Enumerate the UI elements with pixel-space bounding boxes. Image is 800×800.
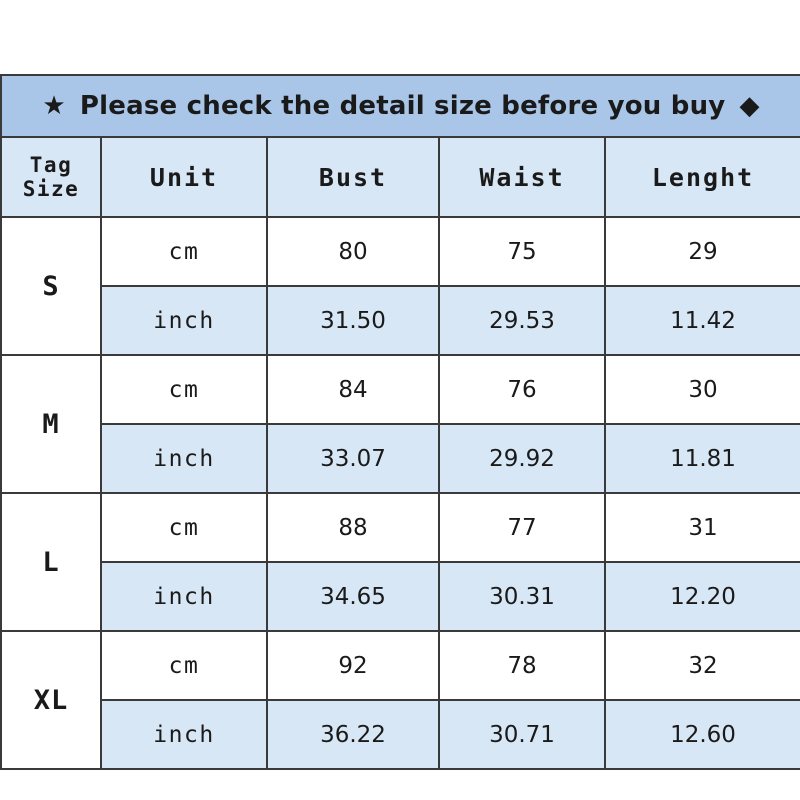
waist-inch-l: 30.31 [439,562,605,631]
header-tag-size [1,137,101,217]
unit-inch: inch [101,424,267,493]
diamond-icon: ◆ [739,91,760,121]
unit-cm: cm [101,493,267,562]
length-inch-m: 11.81 [605,424,800,493]
waist-inch-xl: 30.71 [439,700,605,769]
table-row [1,355,800,424]
waist-cm-m: 76 [439,355,605,424]
waist-inch-s: 29.53 [439,286,605,355]
table-row [1,424,800,493]
header-waist: Waist [439,137,605,217]
header-bust: Bust [267,137,439,217]
length-cm-s: 29 [605,217,800,286]
unit-inch: inch [101,700,267,769]
unit-cm: cm [101,631,267,700]
bust-inch-xl: 36.22 [267,700,439,769]
banner-row [1,75,800,137]
table-row [1,562,800,631]
bust-inch-l: 34.65 [267,562,439,631]
bust-inch-m: 33.07 [267,424,439,493]
size-label-l: L [1,493,101,631]
size-label-m: M [1,355,101,493]
table-row [1,286,800,355]
size-label-s: S [1,217,101,355]
waist-inch-m: 29.92 [439,424,605,493]
unit-inch: inch [101,286,267,355]
table-row [1,631,800,700]
star-icon: ★ [42,91,66,121]
table-header-row [1,137,800,217]
header-unit: Unit [101,137,267,217]
length-cm-l: 31 [605,493,800,562]
bust-cm-s: 80 [267,217,439,286]
length-cm-xl: 32 [605,631,800,700]
size-chart [0,74,800,770]
header-length: Lenght [605,137,800,217]
length-cm-m: 30 [605,355,800,424]
waist-cm-s: 75 [439,217,605,286]
length-inch-l: 12.20 [605,562,800,631]
table-row [1,217,800,286]
bust-cm-m: 84 [267,355,439,424]
banner-cell [1,75,800,137]
bust-cm-xl: 92 [267,631,439,700]
unit-cm: cm [101,217,267,286]
unit-inch: inch [101,562,267,631]
size-label-xl: XL [1,631,101,769]
banner-text: Please check the detail size before you buy [79,91,726,121]
length-inch-s: 11.42 [605,286,800,355]
header-tag-size-line1: Tag [29,152,73,177]
waist-cm-l: 77 [439,493,605,562]
table-row [1,700,800,769]
table-row [1,493,800,562]
waist-cm-xl: 78 [439,631,605,700]
bust-inch-s: 31.50 [267,286,439,355]
unit-cm: cm [101,355,267,424]
bust-cm-l: 88 [267,493,439,562]
size-table [0,74,800,770]
header-tag-size-line2: Size [22,177,80,201]
length-inch-xl: 12.60 [605,700,800,769]
